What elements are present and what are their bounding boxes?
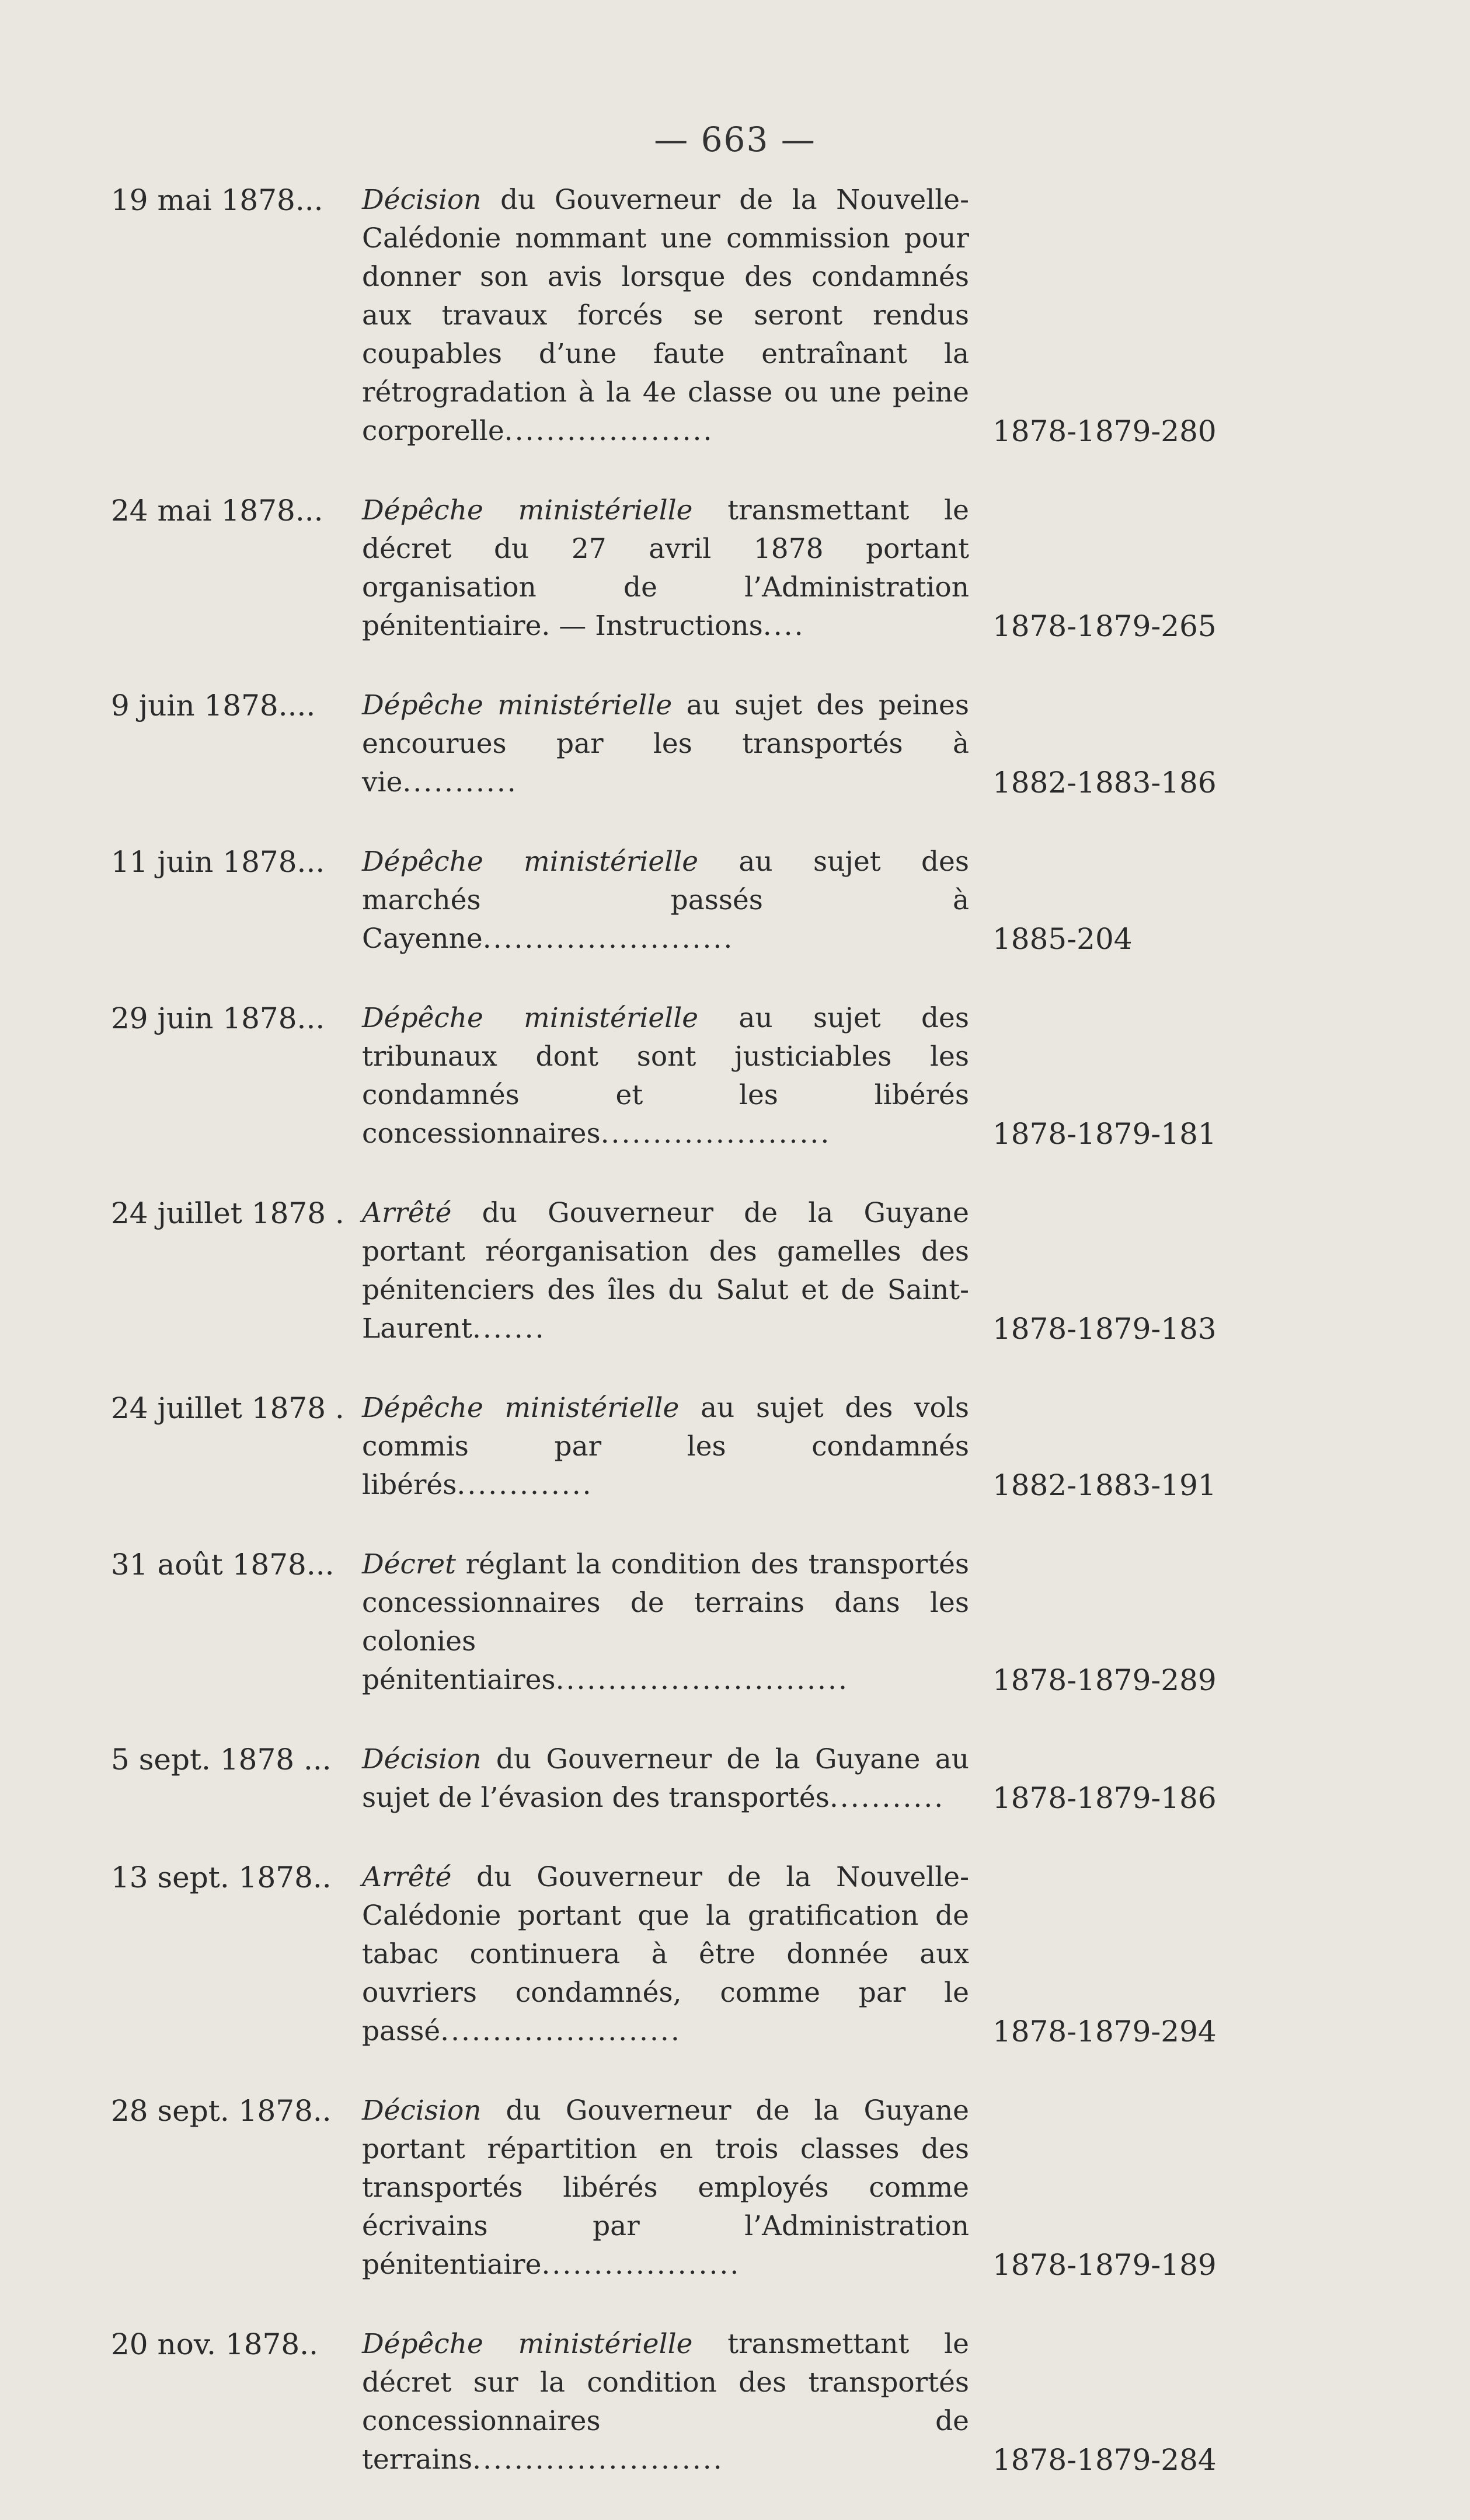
- dot-leader: ....................: [504, 415, 714, 447]
- dot-leader: ....: [762, 610, 805, 642]
- dot-leader: .............: [457, 1469, 593, 1501]
- entry-row: [105, 843, 1249, 958]
- entry-reference: 1885-204: [992, 922, 1133, 956]
- entry-date: 9 juin 1878....: [111, 689, 316, 723]
- entry-text: du Gouverneur de la Guyane au sujet de l’évasion des transportés: [362, 1743, 969, 1814]
- entry-reference: 1878-1879-186: [992, 1781, 1217, 1815]
- entry-text: au sujet des marchés passés à Cayenne: [362, 846, 969, 955]
- entry-reference: 1878-1879-284: [992, 2443, 1217, 2477]
- entry-text: transmettant le décret du 27 avril 1878 portant organisation de l’Administration pénitentiaire. — Instructions: [362, 494, 969, 642]
- entry-description: [350, 1194, 981, 1348]
- dot-leader: ...................: [541, 2249, 741, 2281]
- entry-reference: 1882-1883-191: [992, 1468, 1217, 1502]
- entry-act-type: Dépêche ministérielle: [362, 1392, 680, 1424]
- page-number: — 663 —: [654, 120, 816, 159]
- entry-act-type: Dépêche ministérielle: [362, 2328, 693, 2360]
- entry-text: du Gouverneur de la Guyane portant répartition en trois classes des transportés libérés employés comme écrivains par l’Administration pénitentiaire: [362, 2095, 969, 2281]
- dot-leader: ........................: [472, 2444, 724, 2476]
- entry-description: [350, 2325, 981, 2479]
- entry-reference: 1878-1879-181: [992, 1117, 1217, 1151]
- entry-date: 31 août 1878...: [111, 1548, 335, 1582]
- entry-act-type: Décision: [362, 184, 482, 216]
- entry-row: [105, 1545, 1249, 1699]
- dot-leader: ............................: [555, 1664, 849, 1696]
- entry-act-type: Arrêté: [362, 1197, 452, 1229]
- entry-date: 11 juin 1878...: [111, 845, 325, 879]
- entry-row: [105, 1740, 1249, 1817]
- entry-row: [105, 491, 1249, 645]
- entry-row: [105, 181, 1249, 451]
- entry-text: au sujet des peines encourues par les transportés à vie: [362, 689, 969, 798]
- entry-date: 24 mai 1878...: [111, 494, 323, 528]
- entry-act-type: Décision: [362, 2095, 482, 2127]
- entry-text: au sujet des vols commis par les condamnés libérés: [362, 1392, 969, 1501]
- entry-act-type: Décision: [362, 1743, 482, 1775]
- entries-list: [105, 181, 1249, 2520]
- entry-description: [350, 1545, 981, 1699]
- entry-date: 24 juillet 1878 .: [111, 1391, 344, 1425]
- entry-reference: 1878-1879-294: [992, 2015, 1217, 2048]
- entry-text: transmettant le décret sur la condition des transportés concessionnaires de terrains: [362, 2328, 969, 2476]
- entry-text: du Gouverneur de la Nouvelle-Calédonie nommant une commission pour donner son avis lorsque des condamnés aux travaux forcés se seront rendus coupables d’une faute entraînant la rétrogradation à la 4e classe ou une peine corporelle: [362, 184, 969, 447]
- entry-act-type: Dépêche ministérielle: [362, 846, 699, 878]
- entry-description: [350, 181, 981, 451]
- entry-act-type: Décret: [362, 1548, 456, 1580]
- entry-description: [350, 686, 981, 802]
- entry-date: 24 juillet 1878 .: [111, 1196, 344, 1230]
- entry-row: [105, 2092, 1249, 2284]
- entry-act-type: Dépêche ministérielle: [362, 494, 693, 526]
- dot-leader: .......................: [440, 2015, 681, 2047]
- entry-row: [105, 1858, 1249, 2051]
- entry-description: [350, 843, 981, 958]
- dot-leader: ...........: [829, 1782, 945, 1814]
- entry-act-type: Dépêche ministérielle: [362, 689, 673, 721]
- entry-row: [105, 1194, 1249, 1348]
- entry-reference: 1878-1879-183: [992, 1312, 1217, 1346]
- entry-text: du Gouverneur de la Nouvelle-Calédonie portant que la gratification de tabac continuera à être donnée aux ouvriers condamnés, comme par le passé: [362, 1861, 969, 2047]
- entry-row: [105, 1389, 1249, 1505]
- entry-act-type: Arrêté: [362, 1861, 452, 1893]
- entry-reference: 1878-1879-189: [992, 2248, 1217, 2282]
- entry-description: [350, 2092, 981, 2284]
- entry-reference: 1878-1879-289: [992, 1663, 1217, 1697]
- entry-date: 13 sept. 1878..: [111, 1861, 332, 1894]
- dot-leader: ......................: [600, 1118, 831, 1150]
- entry-row: [105, 686, 1249, 802]
- entry-row: [105, 2325, 1249, 2479]
- dot-leader: ...........: [402, 766, 518, 798]
- entry-reference: 1878-1879-280: [992, 414, 1217, 448]
- entry-description: [350, 1389, 981, 1505]
- entry-reference: 1882-1883-186: [992, 766, 1217, 800]
- entry-date: 5 sept. 1878 ...: [111, 1743, 332, 1776]
- dot-leader: ........................: [482, 923, 734, 955]
- entry-description: [350, 999, 981, 1153]
- entry-text: du Gouverneur de la Guyane portant réorganisation des gamelles des pénitenciers des îles du Salut et de Saint-Laurent: [362, 1197, 969, 1345]
- entry-description: [350, 1740, 981, 1817]
- entry-text: réglant la condition des transportés concessionnaires de terrains dans les colonies pénitentiaires: [362, 1548, 969, 1696]
- entry-reference: 1878-1879-265: [992, 609, 1217, 643]
- entry-date: 29 juin 1878...: [111, 1001, 325, 1035]
- entry-act-type: Dépêche ministérielle: [362, 1002, 699, 1034]
- entry-date: 28 sept. 1878..: [111, 2094, 332, 2128]
- entry-description: [350, 1858, 981, 2051]
- entry-text: au sujet des tribunaux dont sont justiciables les condamnés et les libérés concessionnaires: [362, 1002, 969, 1150]
- entry-row: [105, 999, 1249, 1153]
- dot-leader: .......: [472, 1313, 546, 1345]
- entry-date: 20 nov. 1878..: [111, 2327, 318, 2361]
- entry-date: 19 mai 1878...: [111, 183, 323, 217]
- entry-description: [350, 491, 981, 645]
